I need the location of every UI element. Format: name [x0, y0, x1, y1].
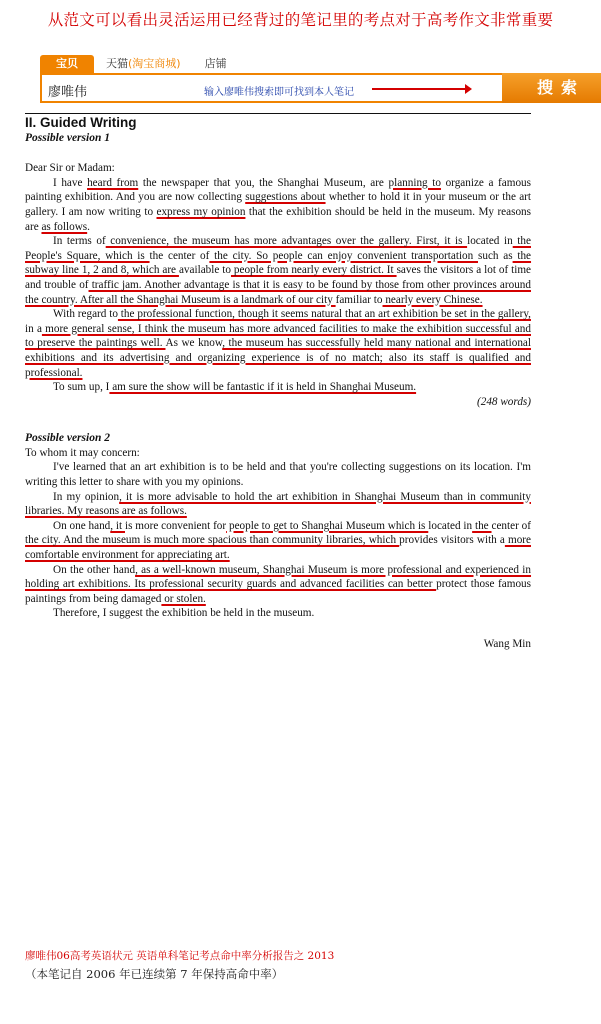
highlighted-phrase: or stolen. — [161, 592, 206, 605]
v2-paragraph-3 — [25, 519, 531, 563]
word-count: (248 words) — [477, 395, 531, 408]
text-segment: provides visitors with a — [399, 534, 505, 547]
text-segment: . — [87, 220, 90, 233]
text-segment: In terms of — [53, 235, 106, 248]
text-segment: organize a famous painting exhibition. And you are now collecting — [25, 176, 531, 204]
highlighted-phrase: as follows — [41, 220, 88, 233]
text-segment: located in — [428, 519, 473, 532]
tab-tmall-sub: (淘宝商城) — [128, 57, 181, 70]
text-segment: To sum up, I — [53, 381, 110, 394]
v2-paragraph-1: I've learned that an art exhibition is to be held and that you're collecting suggestions on its location. I'm writing this letter to share with you my opinions. — [25, 461, 531, 489]
search-hint: 输入廖唯伟搜索即可找到本人笔记 — [204, 87, 354, 98]
v1-paragraph-2 — [25, 234, 531, 307]
document-body — [25, 113, 531, 652]
tab-tmall[interactable] — [94, 55, 193, 73]
text-segment: is more convenient for — [125, 519, 227, 532]
text-segment: On the other hand — [53, 563, 136, 576]
v1-paragraph-3 — [25, 307, 531, 380]
text-segment: In my opinion — [53, 490, 120, 503]
text-segment: whether to hold it in your museum or the art gallery. I am now writing to — [25, 191, 532, 218]
highlighted-phrase: , the museum has successfully held many national and international exhibitions and its advertising and organizing experience is of no match; also its staff is qualified and professional. — [25, 337, 531, 379]
top-rule — [25, 113, 531, 114]
highlighted-phrase: convenience, the museum has more advantages over the gallery. First, it is — [105, 235, 468, 248]
highlighted-phrase: , as a well-known museum, Shanghai Museum is more professional and experienced in holding art exhibitions. Its professional security guards and advanced facilities can better — [25, 563, 532, 591]
text-segment: saves the visitors a lot of time and trouble of — [25, 264, 532, 291]
search-tabs — [40, 55, 239, 73]
banner-note: 从范文可以看出灵活运用已经背过的笔记里的考点对于高考作文非常重要 — [47, 11, 554, 29]
v2-paragraph-4 — [25, 563, 531, 607]
text-segment: located in — [467, 235, 513, 248]
text-segment: center of — [491, 519, 531, 532]
text-segment: the center of — [149, 249, 210, 262]
text-segment: I have — [53, 176, 88, 189]
v2-salutation: To whom it may concern: — [25, 446, 140, 459]
text-segment: that the exhibition should be held in the museum. My reasons are — [25, 205, 531, 233]
highlighted-phrase: , it — [110, 519, 125, 532]
highlighted-phrase: , it is more advisable to hold the art exhibition in Shanghai Museum than in community libraries. My reasons are as follows. — [25, 490, 531, 518]
highlighted-phrase: suggestions about — [245, 191, 326, 204]
highlighted-phrase: the — [472, 519, 492, 532]
arrow-icon — [372, 88, 466, 90]
search-widget — [40, 55, 585, 107]
tab-tmall-label: 天猫 — [106, 57, 128, 70]
highlighted-phrase: am sure the show will be fantastic if it is held in Shanghai Museum. — [109, 381, 417, 394]
highlighted-phrase: planning to — [388, 176, 441, 189]
text-segment: the newspaper that you, the Shanghai Museum, are — [138, 176, 389, 189]
version2-label: Possible version 2 — [25, 432, 110, 445]
search-value: 廖唯伟 — [48, 85, 88, 100]
highlighted-phrase: the city. And the museum is much more spacious than community libraries, which — [25, 534, 400, 547]
text-segment: in a — [25, 322, 42, 335]
footer-note: （本笔记自 2006 年已连续第 7 年保持高命中率） — [25, 967, 284, 981]
search-input[interactable] — [40, 73, 502, 103]
text-segment: available to — [178, 264, 231, 277]
text-segment: With regard to — [53, 308, 118, 321]
highlighted-phrase: nearly every Chinese. — [382, 293, 483, 306]
highlighted-phrase: the People's Square, which is — [25, 235, 531, 262]
tab-items[interactable]: 宝贝 — [40, 55, 94, 73]
text-segment: such as — [478, 249, 513, 262]
v1-paragraph-1 — [25, 176, 531, 234]
v1-salutation: Dear Sir or Madam: — [25, 162, 115, 175]
highlighted-phrase: the city. So people can enjoy convenient transportation — [209, 249, 478, 262]
highlighted-phrase: the professional function, though it seems natural that an art exhibition be set in the gallery, — [117, 308, 531, 321]
highlighted-phrase: the subway line 1, 2 and 8, which are — [25, 249, 532, 277]
highlighted-phrase: more comfortable environment for appreciating art. — [25, 534, 531, 562]
highlighted-phrase: express my opinion — [156, 205, 246, 218]
v1-paragraph-4 — [25, 380, 531, 395]
text-segment: protect those famous paintings from being damaged — [25, 578, 531, 605]
text-segment: On one hand — [53, 519, 111, 532]
version1-label: Possible version 1 — [25, 131, 110, 144]
highlighted-phrase: traffic jam. Another advantage is that it is easy to be found by those from other provinces around the country. After all the Shanghai Museum is a landmark of our city — [25, 278, 531, 306]
highlighted-phrase: heard from — [87, 176, 139, 189]
v2-paragraph-5: Therefore, I suggest the exhibition be held in the museum. — [53, 607, 315, 620]
highlighted-phrase: people to get to Shanghai Museum which is — [226, 519, 429, 532]
search-button[interactable]: 搜索 — [502, 73, 601, 103]
text-segment: As we know — [165, 337, 223, 350]
tab-shop[interactable]: 店铺 — [204, 57, 227, 70]
footer-report-title: 廖唯伟06高考英语状元 英语单科笔记考点命中率分析报告之 2013 — [25, 950, 335, 962]
v2-paragraph-2 — [25, 490, 531, 519]
highlighted-phrase: people from nearly every district. It — [230, 264, 397, 277]
section-title: II. Guided Writing — [25, 115, 137, 130]
highlighted-phrase: more general sense, I think the museum has more advanced facilities to make the exhibition successful and to preserve the paintings well. — [25, 322, 531, 350]
signature: Wang Min — [483, 638, 531, 650]
text-segment: familiar to — [335, 293, 383, 306]
